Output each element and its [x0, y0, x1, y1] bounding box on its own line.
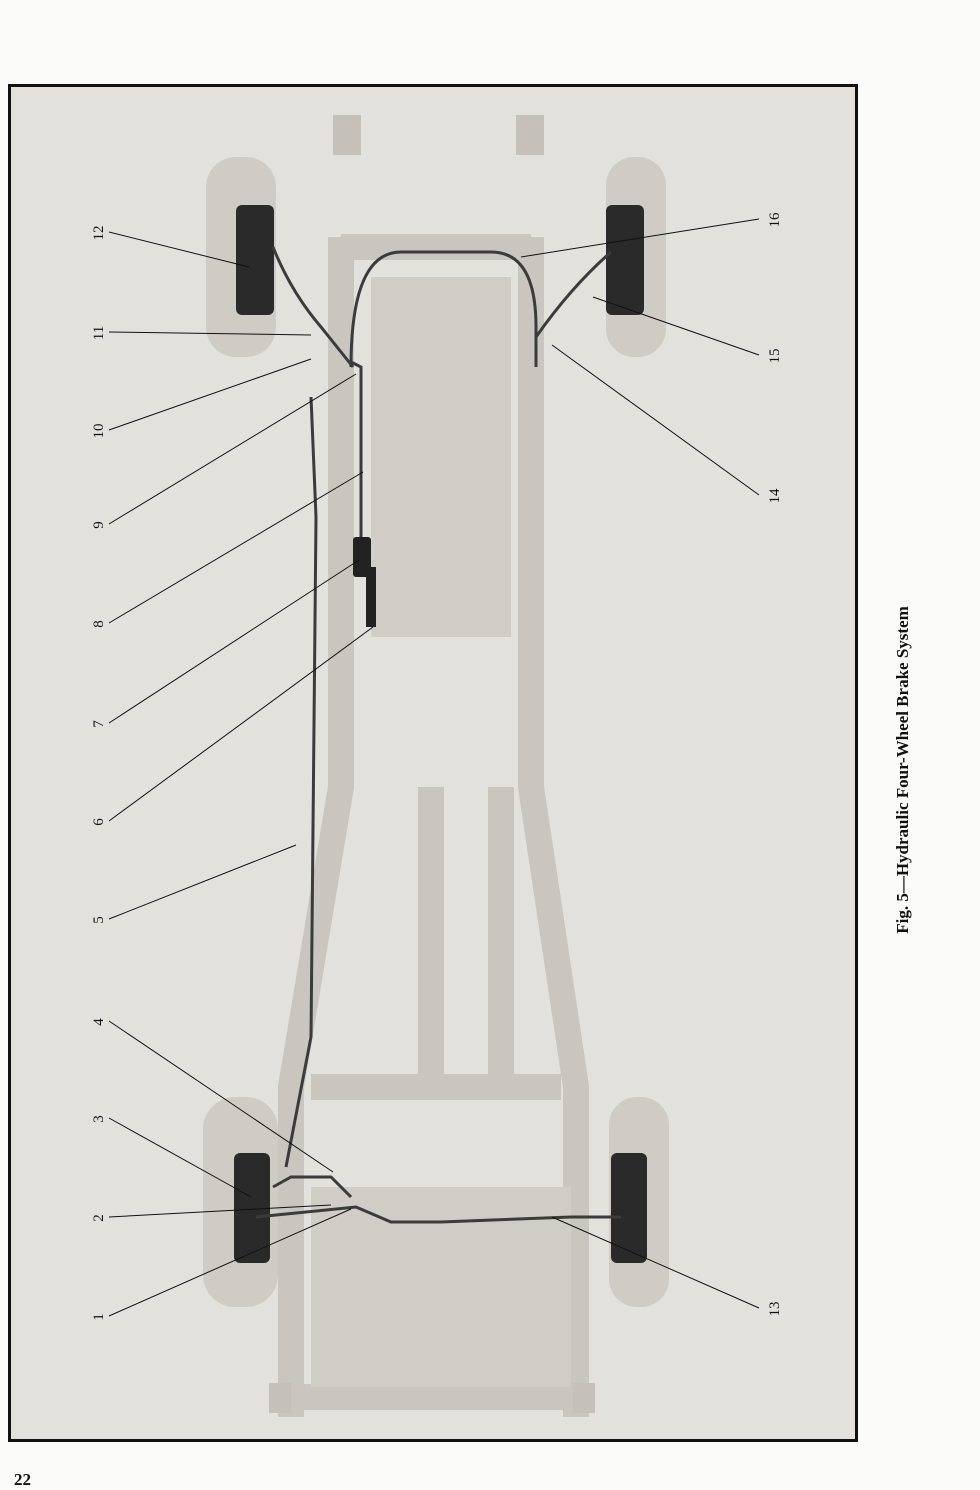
- callout-6: 6: [91, 818, 107, 826]
- callout-2: 2: [91, 1214, 107, 1222]
- callout-4: 4: [91, 1018, 107, 1026]
- callout-5: 5: [91, 916, 107, 924]
- callout-13: 13: [767, 1301, 783, 1317]
- callout-14: 14: [767, 488, 783, 504]
- page-number: 22: [14, 1470, 31, 1489]
- callout-9: 9: [91, 521, 107, 529]
- callout-10: 10: [91, 423, 107, 439]
- figure-caption: Fig. 5—Hydraulic Four-Wheel Brake System: [893, 606, 912, 934]
- callout-12: 12: [91, 225, 107, 241]
- callout-16: 16: [767, 212, 783, 228]
- callout-15: 15: [767, 348, 783, 364]
- callout-11: 11: [91, 325, 107, 341]
- brake-system-photo: [11, 87, 855, 1439]
- callout-7: 7: [91, 720, 107, 728]
- figure-plate: [8, 84, 858, 1442]
- callout-8: 8: [91, 620, 107, 628]
- callout-1: 1: [91, 1313, 107, 1321]
- callout-3: 3: [91, 1115, 107, 1123]
